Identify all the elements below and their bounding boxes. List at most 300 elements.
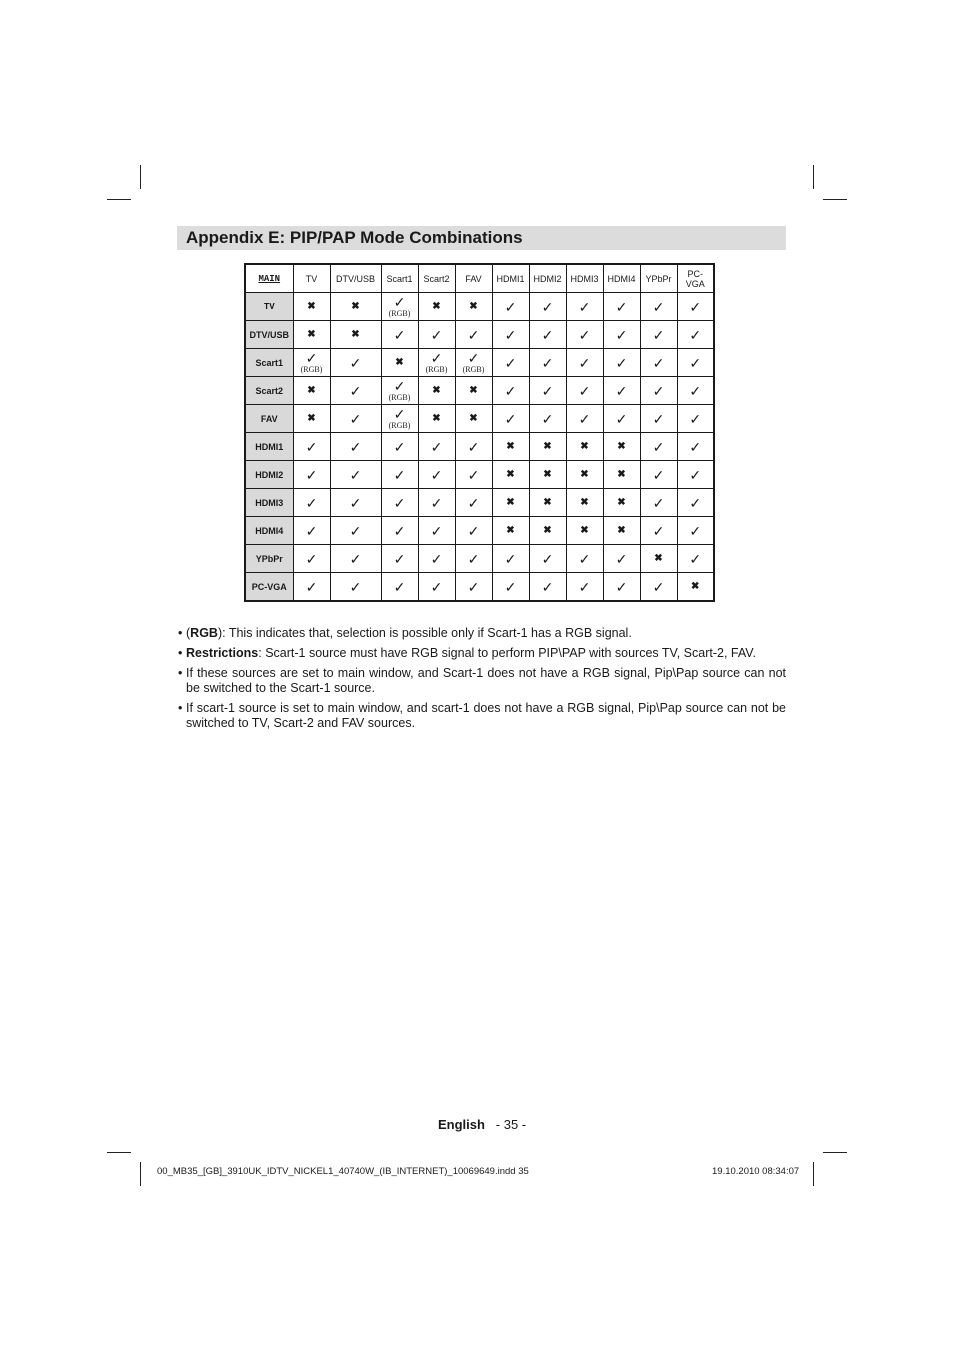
table-cell bbox=[381, 517, 418, 545]
table-cell bbox=[492, 321, 529, 349]
table-cell bbox=[640, 405, 677, 433]
rgb-note: (RGB) bbox=[462, 365, 485, 374]
check-icon: ✓ bbox=[578, 326, 591, 343]
rgb-note: (RGB) bbox=[388, 421, 411, 430]
rgb-note: (RGB) bbox=[300, 365, 323, 374]
row-header: HDMI4 bbox=[245, 517, 293, 545]
table-cell bbox=[418, 489, 455, 517]
cross-icon: ✖ bbox=[617, 524, 626, 536]
table-cell bbox=[603, 461, 640, 489]
table-cell bbox=[381, 433, 418, 461]
note-item: • Restrictions: Scart-1 source must have RGB signal to perform PIP\PAP with sources TV, Scart-2, FAV. bbox=[178, 646, 756, 660]
cross-icon: ✖ bbox=[469, 412, 478, 424]
rgb-note: (RGB) bbox=[388, 393, 411, 402]
table-cell bbox=[677, 349, 714, 377]
table-cell bbox=[293, 349, 330, 377]
bullet-icon: • bbox=[178, 626, 183, 640]
row-header: Scart1 bbox=[245, 349, 293, 377]
table-cell bbox=[418, 321, 455, 349]
table-cell bbox=[529, 545, 566, 573]
table-header-row bbox=[245, 264, 714, 293]
check-icon: ✓ bbox=[430, 522, 443, 539]
check-icon: ✓ bbox=[504, 578, 517, 595]
table-cell bbox=[381, 461, 418, 489]
check-icon: ✓ bbox=[541, 354, 554, 371]
table-cell bbox=[677, 377, 714, 405]
check-icon: ✓ bbox=[349, 438, 362, 455]
check-icon: ✓ bbox=[504, 382, 517, 399]
check-icon: ✓ bbox=[615, 578, 628, 595]
crop-mark bbox=[140, 1162, 141, 1186]
cross-icon: ✖ bbox=[307, 328, 316, 340]
table-cell bbox=[566, 377, 603, 405]
table-cell bbox=[492, 433, 529, 461]
table-cell bbox=[455, 377, 492, 405]
row-header: YPbPr bbox=[245, 545, 293, 573]
table-cell bbox=[418, 545, 455, 573]
check-icon: ✓ bbox=[467, 350, 480, 366]
page-footer bbox=[438, 1117, 526, 1132]
table-row bbox=[245, 545, 714, 573]
cross-icon: ✖ bbox=[469, 384, 478, 396]
cross-icon: ✖ bbox=[307, 384, 316, 396]
table-cell bbox=[529, 573, 566, 602]
table-cell bbox=[492, 545, 529, 573]
table-cell bbox=[529, 433, 566, 461]
table-cell bbox=[330, 377, 381, 405]
check-icon: ✓ bbox=[504, 550, 517, 567]
check-icon: ✓ bbox=[305, 494, 318, 511]
check-icon: ✓ bbox=[652, 466, 665, 483]
column-header: FAV bbox=[455, 264, 492, 293]
row-header: Scart2 bbox=[245, 377, 293, 405]
table-cell bbox=[455, 461, 492, 489]
check-icon: ✓ bbox=[541, 550, 554, 567]
table-cell bbox=[455, 517, 492, 545]
table-cell bbox=[603, 377, 640, 405]
table-cell bbox=[293, 377, 330, 405]
check-icon: ✓ bbox=[689, 494, 702, 511]
table-cell bbox=[492, 489, 529, 517]
table-row bbox=[245, 405, 714, 433]
bullet-icon: • bbox=[178, 646, 183, 660]
cross-icon: ✖ bbox=[580, 440, 589, 452]
check-icon: ✓ bbox=[652, 326, 665, 343]
table-cell bbox=[381, 545, 418, 573]
check-icon: ✓ bbox=[393, 438, 406, 455]
table-cell bbox=[293, 517, 330, 545]
note-item: • If scart-1 source is set to main window, and scart-1 does not have a RGB signal, Pip\Pap source can not be switched to TV, Scart-2 and FAV sources. bbox=[178, 701, 786, 730]
table-cell bbox=[492, 377, 529, 405]
row-header: PC-VGA bbox=[245, 573, 293, 602]
table-cell bbox=[603, 573, 640, 602]
cross-icon: ✖ bbox=[506, 496, 515, 508]
table-cell bbox=[529, 349, 566, 377]
table-cell bbox=[566, 349, 603, 377]
table-cell bbox=[381, 377, 418, 405]
check-icon: ✓ bbox=[305, 522, 318, 539]
table-cell bbox=[640, 293, 677, 321]
check-icon: ✓ bbox=[430, 578, 443, 595]
column-header: YPbPr bbox=[640, 264, 677, 293]
pip-pap-combination-table bbox=[244, 263, 715, 602]
row-header: HDMI3 bbox=[245, 489, 293, 517]
table-cell bbox=[566, 433, 603, 461]
check-icon: ✓ bbox=[615, 298, 628, 315]
table-cell bbox=[330, 405, 381, 433]
table-cell bbox=[330, 293, 381, 321]
table-cell bbox=[418, 461, 455, 489]
main-column-header: MAIN bbox=[245, 264, 293, 293]
table-cell bbox=[293, 293, 330, 321]
table-cell bbox=[381, 349, 418, 377]
check-icon: ✓ bbox=[349, 522, 362, 539]
check-icon: ✓ bbox=[430, 550, 443, 567]
table-cell bbox=[529, 517, 566, 545]
table-cell bbox=[566, 461, 603, 489]
cross-icon: ✖ bbox=[395, 356, 404, 368]
table-cell bbox=[418, 349, 455, 377]
check-icon: ✓ bbox=[393, 550, 406, 567]
note-item: • (RGB): This indicates that, selection is possible only if Scart-1 has a RGB signal. bbox=[178, 626, 632, 640]
check-icon: ✓ bbox=[652, 354, 665, 371]
check-icon: ✓ bbox=[393, 494, 406, 511]
table-cell bbox=[381, 573, 418, 602]
table-cell bbox=[492, 405, 529, 433]
cross-icon: ✖ bbox=[351, 300, 360, 312]
check-icon: ✓ bbox=[467, 466, 480, 483]
crop-mark bbox=[107, 199, 131, 200]
check-icon: ✓ bbox=[504, 326, 517, 343]
check-icon: ✓ bbox=[578, 298, 591, 315]
table-cell bbox=[418, 573, 455, 602]
table-cell bbox=[677, 293, 714, 321]
cross-icon: ✖ bbox=[506, 524, 515, 536]
check-icon: ✓ bbox=[393, 326, 406, 343]
cross-icon: ✖ bbox=[617, 468, 626, 480]
check-icon: ✓ bbox=[305, 550, 318, 567]
rgb-note: (RGB) bbox=[388, 309, 411, 318]
table-cell bbox=[603, 517, 640, 545]
cross-icon: ✖ bbox=[543, 468, 552, 480]
column-header: PC- VGA bbox=[677, 264, 714, 293]
check-icon: ✓ bbox=[504, 354, 517, 371]
cross-icon: ✖ bbox=[432, 412, 441, 424]
check-icon: ✓ bbox=[689, 382, 702, 399]
check-icon: ✓ bbox=[467, 550, 480, 567]
row-header: TV bbox=[245, 293, 293, 321]
table-cell bbox=[492, 461, 529, 489]
column-header: HDMI4 bbox=[603, 264, 640, 293]
table-cell bbox=[293, 489, 330, 517]
column-header: Scart2 bbox=[418, 264, 455, 293]
table-cell bbox=[293, 321, 330, 349]
column-header: DTV/USB bbox=[330, 264, 381, 293]
row-header: FAV bbox=[245, 405, 293, 433]
table-row bbox=[245, 461, 714, 489]
cross-icon: ✖ bbox=[580, 496, 589, 508]
table-cell bbox=[418, 377, 455, 405]
row-header: HDMI2 bbox=[245, 461, 293, 489]
table-row bbox=[245, 489, 714, 517]
table-cell bbox=[640, 461, 677, 489]
page-number: - 35 - bbox=[495, 1117, 527, 1132]
cross-icon: ✖ bbox=[307, 300, 316, 312]
check-icon: ✓ bbox=[652, 522, 665, 539]
table-cell bbox=[640, 517, 677, 545]
check-icon: ✓ bbox=[393, 522, 406, 539]
table-row bbox=[245, 349, 714, 377]
table-cell bbox=[381, 405, 418, 433]
cross-icon: ✖ bbox=[617, 496, 626, 508]
check-icon: ✓ bbox=[615, 550, 628, 567]
cross-icon: ✖ bbox=[307, 412, 316, 424]
table-cell bbox=[566, 405, 603, 433]
check-icon: ✓ bbox=[467, 494, 480, 511]
check-icon: ✓ bbox=[652, 438, 665, 455]
table-cell bbox=[492, 517, 529, 545]
cross-icon: ✖ bbox=[469, 300, 478, 312]
table-row bbox=[245, 433, 714, 461]
table-row bbox=[245, 573, 714, 602]
table-cell bbox=[455, 405, 492, 433]
check-icon: ✓ bbox=[393, 378, 406, 394]
table-cell bbox=[566, 573, 603, 602]
row-header: DTV/USB bbox=[245, 321, 293, 349]
check-icon: ✓ bbox=[430, 326, 443, 343]
table-cell bbox=[418, 517, 455, 545]
bullet-icon: • bbox=[178, 666, 183, 680]
check-icon: ✓ bbox=[689, 298, 702, 315]
table-cell bbox=[640, 321, 677, 349]
table-cell bbox=[529, 377, 566, 405]
table-cell bbox=[529, 321, 566, 349]
check-icon: ✓ bbox=[578, 550, 591, 567]
print-slug-file: 00_MB35_[GB]_3910UK_IDTV_NICKEL1_40740W_(IB_INTERNET)_10069649.indd 35 bbox=[157, 1166, 529, 1177]
check-icon: ✓ bbox=[652, 382, 665, 399]
table-cell bbox=[381, 489, 418, 517]
table-row bbox=[245, 293, 714, 321]
table-cell bbox=[293, 545, 330, 573]
check-icon: ✓ bbox=[541, 410, 554, 427]
table-cell bbox=[293, 573, 330, 602]
note-item: • If these sources are set to main window, and Scart-1 does not have a RGB signal, Pip\Pap source can not be switched to the Scart-1 source. bbox=[178, 666, 786, 695]
cross-icon: ✖ bbox=[543, 524, 552, 536]
check-icon: ✓ bbox=[541, 578, 554, 595]
table-row bbox=[245, 517, 714, 545]
table-cell bbox=[677, 433, 714, 461]
cross-icon: ✖ bbox=[432, 384, 441, 396]
check-icon: ✓ bbox=[430, 350, 443, 366]
table-row bbox=[245, 321, 714, 349]
table-cell bbox=[455, 293, 492, 321]
table-cell bbox=[529, 461, 566, 489]
table-cell bbox=[330, 461, 381, 489]
notes-list bbox=[178, 626, 786, 736]
table-cell bbox=[566, 321, 603, 349]
table-cell bbox=[677, 545, 714, 573]
check-icon: ✓ bbox=[541, 298, 554, 315]
table-cell bbox=[293, 433, 330, 461]
cross-icon: ✖ bbox=[543, 496, 552, 508]
check-icon: ✓ bbox=[578, 354, 591, 371]
bullet-icon: • bbox=[178, 701, 183, 715]
check-icon: ✓ bbox=[349, 382, 362, 399]
check-icon: ✓ bbox=[578, 382, 591, 399]
table-cell bbox=[566, 545, 603, 573]
table-cell bbox=[603, 293, 640, 321]
check-icon: ✓ bbox=[349, 494, 362, 511]
table-cell bbox=[640, 489, 677, 517]
table-cell bbox=[381, 293, 418, 321]
cross-icon: ✖ bbox=[691, 580, 700, 592]
check-icon: ✓ bbox=[578, 578, 591, 595]
table-cell bbox=[418, 405, 455, 433]
table-cell bbox=[529, 405, 566, 433]
check-icon: ✓ bbox=[504, 298, 517, 315]
table-cell bbox=[455, 545, 492, 573]
check-icon: ✓ bbox=[689, 466, 702, 483]
table-cell bbox=[603, 321, 640, 349]
check-icon: ✓ bbox=[305, 438, 318, 455]
table-cell bbox=[381, 321, 418, 349]
table-cell bbox=[330, 433, 381, 461]
check-icon: ✓ bbox=[467, 438, 480, 455]
cross-icon: ✖ bbox=[580, 468, 589, 480]
table-cell bbox=[677, 573, 714, 602]
check-icon: ✓ bbox=[430, 494, 443, 511]
table-row bbox=[245, 377, 714, 405]
cross-icon: ✖ bbox=[617, 440, 626, 452]
table-cell bbox=[293, 461, 330, 489]
check-icon: ✓ bbox=[541, 326, 554, 343]
table-cell bbox=[330, 517, 381, 545]
check-icon: ✓ bbox=[615, 382, 628, 399]
table-cell bbox=[293, 405, 330, 433]
table-cell bbox=[677, 321, 714, 349]
column-header: HDMI2 bbox=[529, 264, 566, 293]
table-cell bbox=[640, 545, 677, 573]
check-icon: ✓ bbox=[689, 438, 702, 455]
table-cell bbox=[492, 293, 529, 321]
check-icon: ✓ bbox=[349, 466, 362, 483]
check-icon: ✓ bbox=[652, 578, 665, 595]
table-cell bbox=[455, 321, 492, 349]
cross-icon: ✖ bbox=[654, 552, 663, 564]
table-cell bbox=[603, 433, 640, 461]
table-cell bbox=[529, 293, 566, 321]
table-cell bbox=[677, 517, 714, 545]
check-icon: ✓ bbox=[689, 326, 702, 343]
check-icon: ✓ bbox=[615, 326, 628, 343]
check-icon: ✓ bbox=[393, 466, 406, 483]
section-title-bar bbox=[177, 226, 786, 250]
table-cell bbox=[566, 489, 603, 517]
check-icon: ✓ bbox=[305, 578, 318, 595]
crop-mark bbox=[823, 1152, 847, 1153]
table-cell bbox=[418, 433, 455, 461]
check-icon: ✓ bbox=[349, 354, 362, 371]
column-header: TV bbox=[293, 264, 330, 293]
table-cell bbox=[418, 293, 455, 321]
page-title: Appendix E: PIP/PAP Mode Combinations bbox=[186, 228, 523, 247]
crop-mark bbox=[813, 1162, 814, 1186]
check-icon: ✓ bbox=[349, 578, 362, 595]
table-cell bbox=[603, 545, 640, 573]
check-icon: ✓ bbox=[349, 550, 362, 567]
table-cell bbox=[455, 433, 492, 461]
check-icon: ✓ bbox=[541, 382, 554, 399]
footer-language: English bbox=[438, 1117, 485, 1132]
check-icon: ✓ bbox=[652, 298, 665, 315]
check-icon: ✓ bbox=[504, 410, 517, 427]
table-cell bbox=[677, 405, 714, 433]
check-icon: ✓ bbox=[689, 410, 702, 427]
check-icon: ✓ bbox=[689, 550, 702, 567]
column-header: HDMI3 bbox=[566, 264, 603, 293]
check-icon: ✓ bbox=[305, 350, 318, 366]
table-cell bbox=[603, 489, 640, 517]
check-icon: ✓ bbox=[393, 294, 406, 310]
crop-mark bbox=[107, 1152, 131, 1153]
table-cell bbox=[455, 489, 492, 517]
cross-icon: ✖ bbox=[506, 440, 515, 452]
check-icon: ✓ bbox=[689, 522, 702, 539]
rgb-note: (RGB) bbox=[425, 365, 448, 374]
table-cell bbox=[492, 349, 529, 377]
check-icon: ✓ bbox=[430, 438, 443, 455]
check-icon: ✓ bbox=[615, 410, 628, 427]
check-icon: ✓ bbox=[578, 410, 591, 427]
table-cell bbox=[330, 489, 381, 517]
check-icon: ✓ bbox=[652, 410, 665, 427]
table-cell bbox=[603, 405, 640, 433]
table-cell bbox=[566, 293, 603, 321]
table-cell bbox=[455, 349, 492, 377]
check-icon: ✓ bbox=[652, 494, 665, 511]
table-cell bbox=[677, 461, 714, 489]
cross-icon: ✖ bbox=[506, 468, 515, 480]
cross-icon: ✖ bbox=[351, 328, 360, 340]
table-cell bbox=[330, 545, 381, 573]
table-cell bbox=[640, 349, 677, 377]
cross-icon: ✖ bbox=[432, 300, 441, 312]
crop-mark bbox=[140, 165, 141, 189]
check-icon: ✓ bbox=[305, 466, 318, 483]
table-cell bbox=[455, 573, 492, 602]
table-cell bbox=[603, 349, 640, 377]
column-header: HDMI1 bbox=[492, 264, 529, 293]
table-cell bbox=[640, 377, 677, 405]
crop-mark bbox=[823, 199, 847, 200]
row-header: HDMI1 bbox=[245, 433, 293, 461]
table-cell bbox=[330, 573, 381, 602]
table-cell bbox=[529, 489, 566, 517]
table-cell bbox=[566, 517, 603, 545]
check-icon: ✓ bbox=[393, 578, 406, 595]
table-cell bbox=[492, 573, 529, 602]
check-icon: ✓ bbox=[349, 410, 362, 427]
table-cell bbox=[640, 573, 677, 602]
check-icon: ✓ bbox=[430, 466, 443, 483]
check-icon: ✓ bbox=[615, 354, 628, 371]
check-icon: ✓ bbox=[467, 522, 480, 539]
check-icon: ✓ bbox=[467, 326, 480, 343]
check-icon: ✓ bbox=[467, 578, 480, 595]
column-header: Scart1 bbox=[381, 264, 418, 293]
table-cell bbox=[640, 433, 677, 461]
check-icon: ✓ bbox=[689, 354, 702, 371]
